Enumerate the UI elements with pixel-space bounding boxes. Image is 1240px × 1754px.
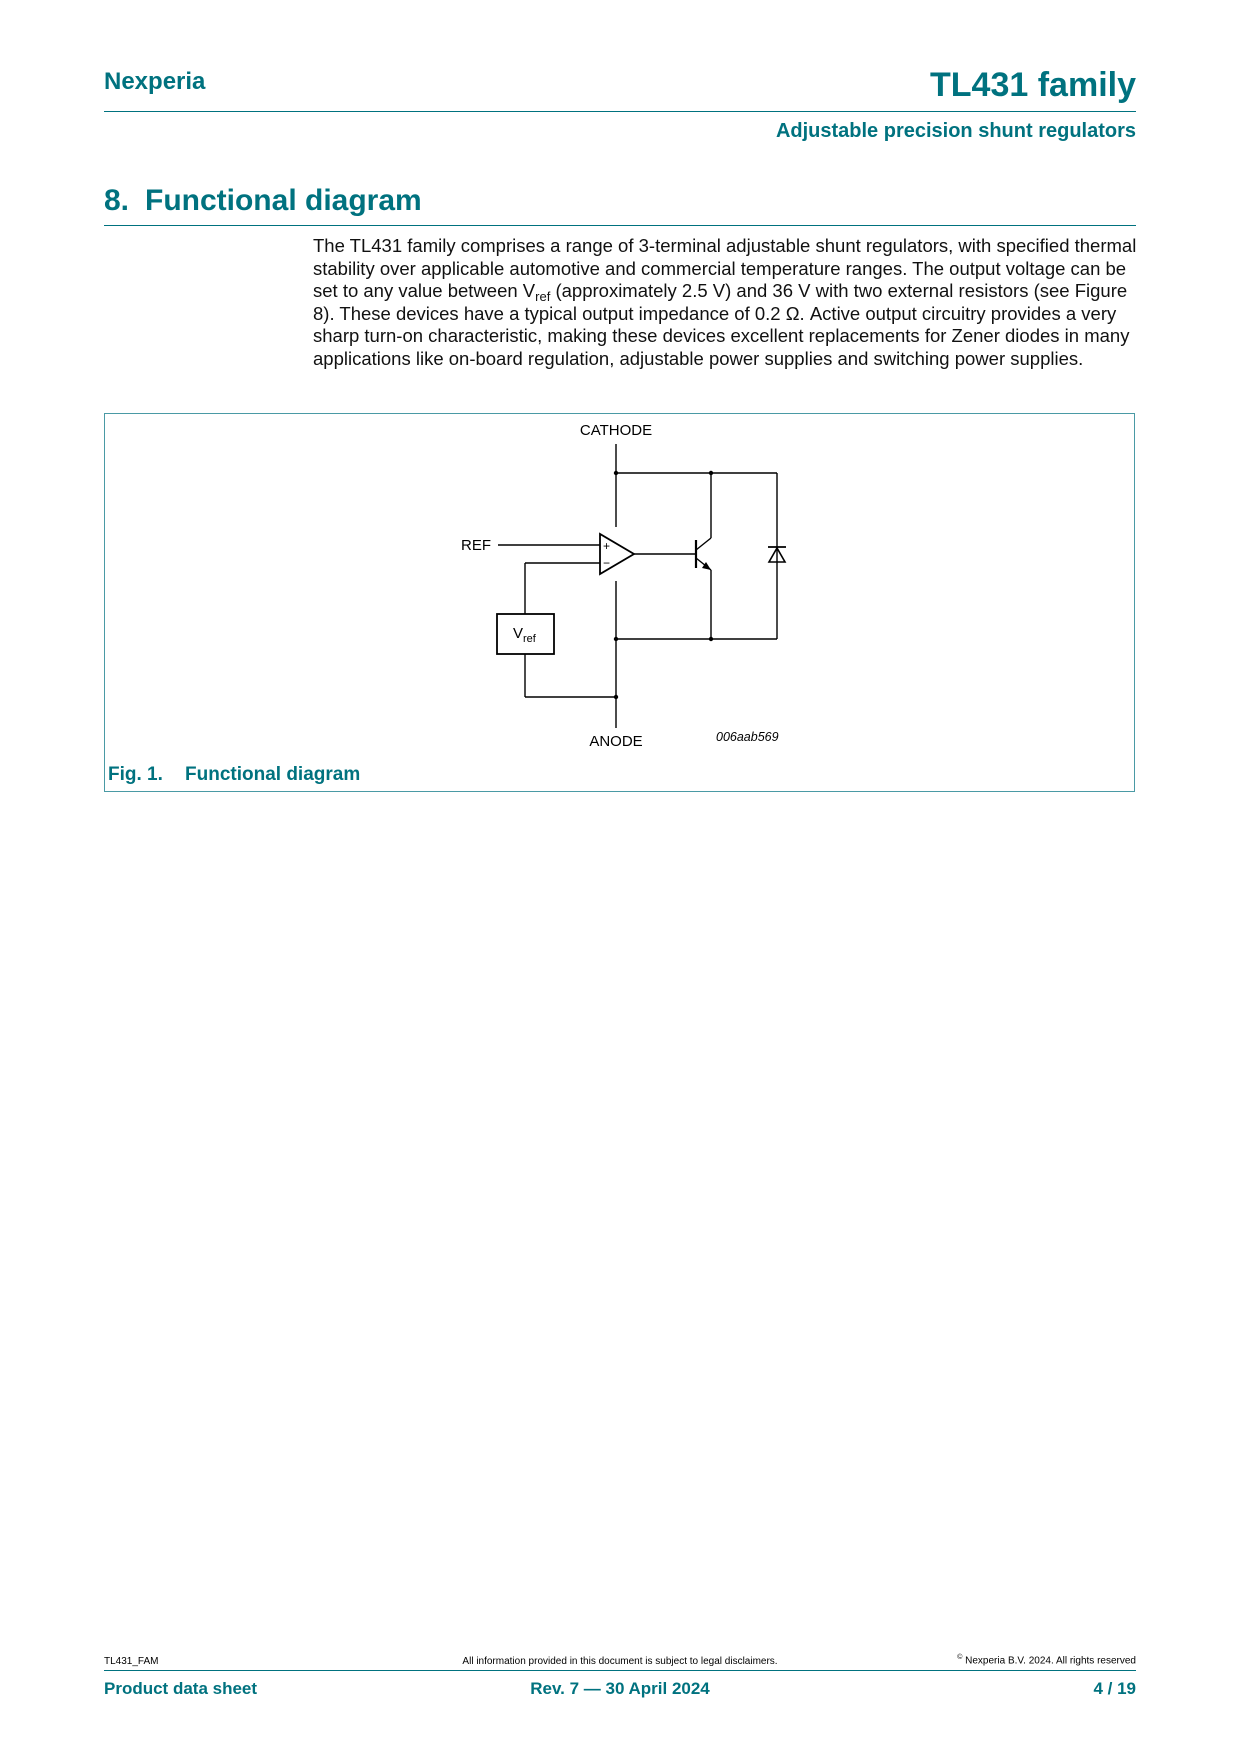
junction-dot bbox=[709, 471, 713, 475]
brand-name: Nexperia bbox=[104, 68, 206, 95]
junction-dot bbox=[614, 471, 618, 475]
paragraph-subscript: ref bbox=[535, 289, 551, 304]
opamp-plus-label: + bbox=[603, 539, 611, 553]
footer-doc-type: Product data sheet bbox=[104, 1679, 258, 1698]
footer-revision: Rev. 7 — 30 April 2024 bbox=[530, 1679, 710, 1698]
junction-dot bbox=[614, 695, 618, 699]
transistor-collector bbox=[696, 538, 711, 550]
document-subtitle: Adjustable precision shunt regulators bbox=[775, 120, 1136, 142]
figure-code: 006aab569 bbox=[716, 730, 779, 744]
functional-diagram bbox=[0, 0, 1240, 800]
vref-label-sub: ref bbox=[523, 633, 536, 645]
section-title-text: Functional diagram bbox=[145, 184, 422, 217]
section-number: 8. bbox=[104, 184, 130, 217]
anode-label: ANODE bbox=[589, 733, 643, 750]
cathode-label: CATHODE bbox=[579, 422, 653, 439]
opamp-minus-label: − bbox=[603, 556, 611, 570]
figure-number: Fig. 1. bbox=[108, 764, 163, 785]
footer-copyright bbox=[957, 1654, 1136, 1666]
paragraph-part-1: The TL431 family comprises a range of 3-terminal adjustable shunt regulators, with specified thermal stability over applicable automotive and commercial temperature ranges. The output voltage can be set to any value between V bbox=[313, 235, 1137, 301]
vref-label-main: V bbox=[513, 625, 524, 642]
document-title: TL431 family bbox=[930, 66, 1136, 104]
junction-dot bbox=[614, 637, 618, 641]
ref-label: REF bbox=[461, 537, 491, 554]
figure-caption bbox=[108, 764, 360, 786]
copyright-mark: © bbox=[957, 1654, 963, 1661]
footer-disclaimer: All information provided in this document is subject to legal disclaimers. bbox=[462, 1656, 778, 1667]
figure-title: Functional diagram bbox=[185, 764, 361, 785]
footer-page-number: 4 / 19 bbox=[1093, 1679, 1136, 1698]
copyright-text: Nexperia B.V. 2024. All rights reserved bbox=[962, 1655, 1136, 1667]
footer-doc-id: TL431_FAM bbox=[104, 1656, 159, 1667]
vref-label bbox=[513, 625, 537, 645]
footer-divider bbox=[104, 1670, 1136, 1671]
junction-dot bbox=[709, 637, 713, 641]
paragraph-part-2: (approximately 2.5 V) and 36 V with two external resistors (see Figure 8). These devices have a typical output impedance of 0.2 Ω. Active output circuitry provides a very sharp turn-on characteristic, making these devices excellent replacements for Zener diodes in many applications like on-board regulation, adjustable power supplies and switching power supplies. bbox=[313, 280, 1130, 369]
